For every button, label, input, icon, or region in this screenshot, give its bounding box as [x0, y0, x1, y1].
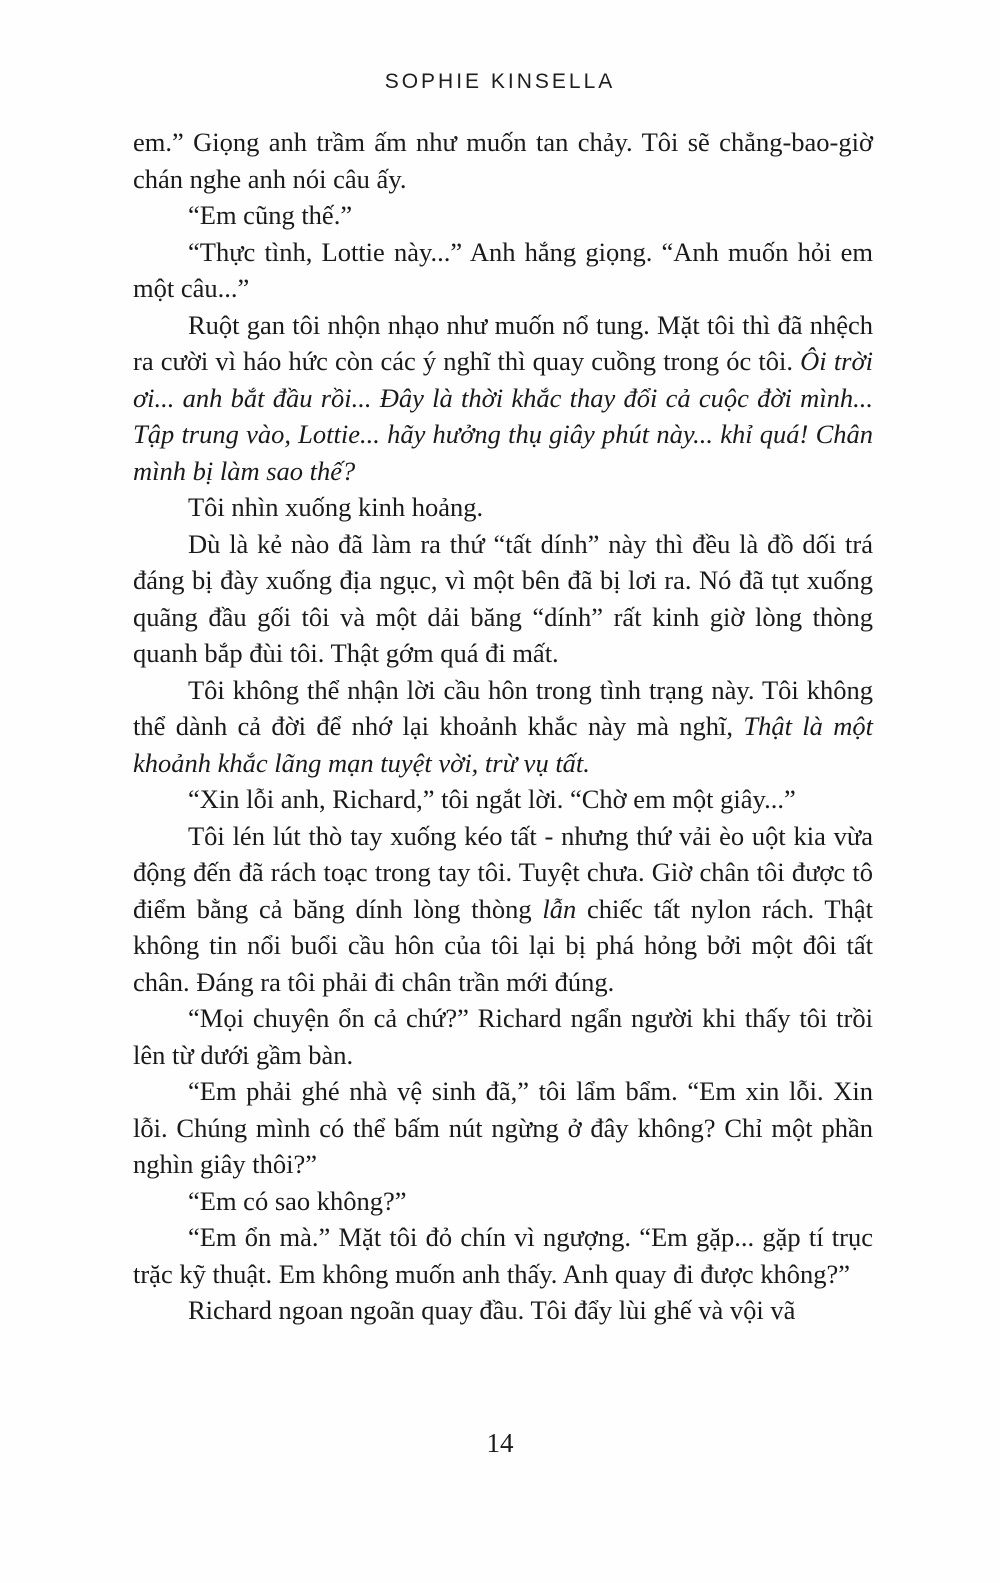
italic-text: Ôi trời ơi... anh bắt đầu rồi... Đây là thời khắc thay đổi cả cuộc đời mình... Tập trung vào, Lottie... hãy hưởng thụ giây phút này... khỉ quá! Chân mình bị làm sao thế?	[133, 346, 873, 486]
paragraph	[133, 489, 873, 526]
paragraph	[133, 1000, 873, 1073]
body-text: “Mọi chuyện ổn cả chứ?” Richard ngẩn người khi thấy tôi trồi lên từ dưới gầm bàn.	[133, 1003, 873, 1070]
body-text: em.” Giọng anh trầm ấm như muốn tan chảy. Tôi sẽ chẳng-bao-giờ chán nghe anh nói câu ấy.	[133, 127, 873, 194]
body-text: “Xin lỗi anh, Richard,” tôi ngắt lời. “Chờ em một giây...”	[188, 784, 796, 814]
text-block	[133, 124, 873, 1329]
paragraph	[133, 1292, 873, 1329]
body-text: Dù là kẻ nào đã làm ra thứ “tất dính” này thì đều là đồ dối trá đáng bị đày xuống địa ngục, vì một bên đã bị lơi ra. Nó đã tụt xuống quãng đầu gối tôi và một dải băng “dính” rất kinh giờ lòng thòng quanh bắp đùi tôi. Thật gớm quá đi mất.	[133, 528, 873, 668]
running-header: SOPHIE KINSELLA	[384, 70, 616, 93]
paragraph	[133, 124, 873, 197]
body-text: “Em cũng thế.”	[188, 200, 353, 230]
paragraph	[133, 307, 873, 490]
paragraph	[133, 526, 873, 672]
body-text: “Em ổn mà.” Mặt tôi đỏ chín vì ngượng. “Em gặp... gặp tí trục trặc kỹ thuật. Em không muốn anh thấy. Anh quay đi được không?”	[133, 1222, 873, 1289]
paragraph	[133, 672, 873, 782]
paragraph	[133, 781, 873, 818]
page-number: 14	[486, 1428, 514, 1458]
paragraph	[133, 1219, 873, 1292]
body-text: “Em phải ghé nhà vệ sinh đã,” tôi lẩm bẩm. “Em xin lỗi. Xin lỗi. Chúng mình có thể bấm nút ngừng ở đây không? Chỉ một phần nghìn giây thôi?”	[133, 1076, 873, 1179]
body-text: Ruột gan tôi nhộn nhạo như muốn nổ tung. Mặt tôi thì đã nhệch ra cười vì háo hức còn các ý nghĩ thì quay cuồng trong óc tôi.	[133, 309, 873, 376]
body-text: Richard ngoan ngoãn quay đầu. Tôi đẩy lùi ghế và vội vã	[188, 1295, 796, 1325]
paragraph	[133, 818, 873, 1001]
body-text: Tôi lén lút thò tay xuống kéo tất - nhưng thứ vải èo uột kia vừa động đến đã rách toạc trong tay tôi. Tuyệt chưa. Giờ chân tôi được tô điểm bằng cả băng dính lòng thòng	[133, 820, 873, 924]
paragraph	[133, 197, 873, 234]
body-text: Tôi nhìn xuống kinh hoảng.	[188, 492, 484, 522]
paragraph	[133, 234, 873, 307]
paragraph	[133, 1183, 873, 1220]
body-text: “Em có sao không?”	[188, 1185, 407, 1216]
body-text: Tôi không thể nhận lời cầu hôn trong tình trạng này. Tôi không thể dành cả đời để nhớ lại khoảnh khắc này mà nghĩ,	[133, 674, 873, 741]
paragraph	[133, 1073, 873, 1183]
body-text: chiếc tất nylon rách. Thật không tin nổi buổi cầu hôn của tôi lại bị phá hỏng bởi một đôi tất chân. Đáng ra tôi phải đi chân trần mới đúng.	[133, 893, 873, 997]
italic-text: Thật là một khoảnh khắc lãng mạn tuyệt vời, trừ vụ tất.	[133, 711, 873, 778]
italic-text: lẫn	[542, 893, 577, 924]
body-text: “Thực tình, Lottie này...” Anh hắng giọng. “Anh muốn hỏi em một câu...”	[133, 236, 873, 303]
